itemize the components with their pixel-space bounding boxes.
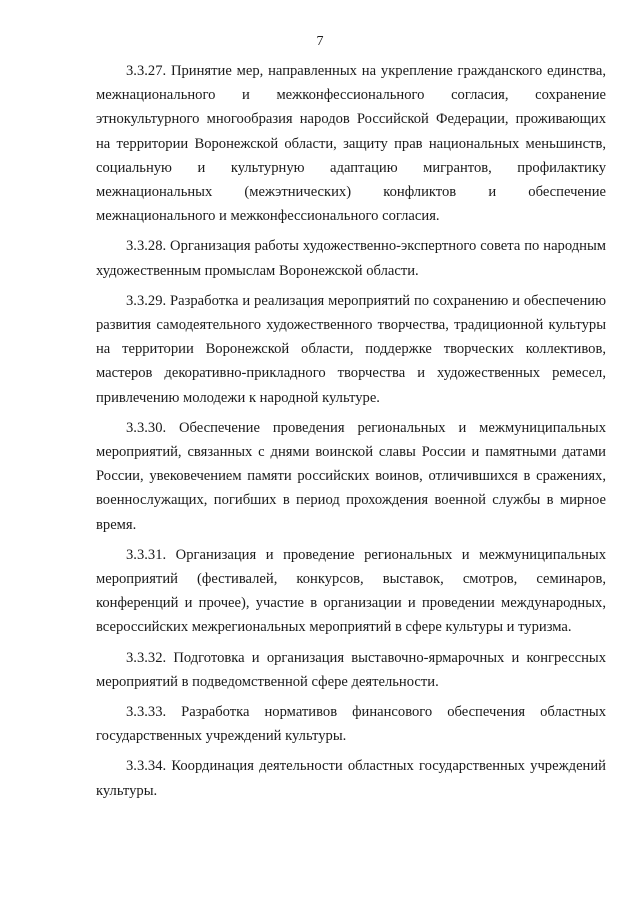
paragraph-3-3-32: 3.3.32. Подготовка и организация выставочно-ярмарочных и конгрессных мероприятий в подведомственной сфере деятельности. — [96, 649, 606, 690]
document-body — [96, 59, 606, 809]
paragraph-3-3-27: 3.3.27. Принятие мер, направленных на укрепление гражданского единства, межнационального и межконфессионального согласия, сохранение этнокультурного многообразия народов Российской Федерации, проживающих на территории Воронежской области, защиту прав национальных меньшинств, социальную и культурную адаптацию мигрантов, профилактику межнациональных (межэтнических) конфликтов и обеспечение межнационального и межконфессионального согласия. — [96, 63, 606, 225]
paragraph-3-3-28: 3.3.28. Организация работы художественно-экспертного совета по народным художественным промыслам Воронежской области. — [96, 238, 606, 279]
paragraph-3-3-30: 3.3.30. Обеспечение проведения региональных и межмуниципальных мероприятий, связанных с днями воинской славы России и памятными датами России, увековечением памяти российских воинов, отличившихся в сражениях, военнослужащих, погибших в период прохождения военной службы в мирное время. — [96, 419, 606, 533]
paragraph-3-3-31: 3.3.31. Организация и проведение региональных и межмуниципальных мероприятий (фестивалей, конкурсов, выставок, смотров, семинаров, конференций и прочее), участие в организации и проведении международных, всероссийских межрегиональных мероприятий в сфере культуры и туризма. — [96, 546, 606, 636]
paragraph-3-3-33: 3.3.33. Разработка нормативов финансового обеспечения областных государственных учреждений культуры. — [96, 704, 606, 745]
page-number: 7 — [316, 34, 324, 49]
paragraph-3-3-29: 3.3.29. Разработка и реализация мероприятий по сохранению и обеспечению развития самодеятельного художественного творчества, традиционной культуры на территории Воронежской области, поддержке творческих коллективов, мастеров декоративно-прикладного творчества и художественных ремесел, привлечению молодежи к народной культуре. — [96, 292, 606, 406]
paragraph-3-3-34: 3.3.34. Координация деятельности областных государственных учреждений культуры. — [96, 758, 606, 799]
